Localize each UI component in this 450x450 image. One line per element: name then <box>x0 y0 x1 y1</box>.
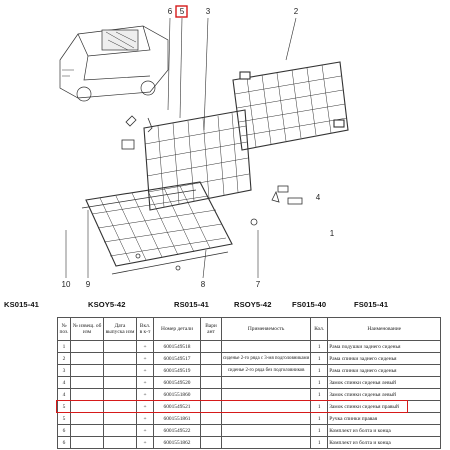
table-header-row <box>58 318 441 341</box>
model-code: RS015-41 <box>174 300 209 309</box>
cell-part: 6001549522 <box>154 425 201 437</box>
cell-name: Замок спинки сиденья правый <box>328 401 441 413</box>
cell-app <box>222 437 311 449</box>
cell-qty: 1 <box>311 401 328 413</box>
header-change: № извещ. об изм <box>71 318 104 341</box>
cell-num: 4 <box>58 377 71 389</box>
cell-app <box>222 401 311 413</box>
cell-qty: 1 <box>311 425 328 437</box>
parts-table <box>57 317 441 449</box>
cell-chg <box>71 413 104 425</box>
cell-num: 6 <box>58 425 71 437</box>
header-num: № поз. <box>58 318 71 341</box>
cell-app <box>222 341 311 353</box>
cell-qty: 1 <box>311 341 328 353</box>
exploded-seat-diagram <box>18 0 428 290</box>
table-row[interactable] <box>58 377 441 389</box>
cell-name: Комплект из болта и конца <box>328 437 441 449</box>
table-row[interactable] <box>58 353 441 365</box>
cell-qty: 1 <box>311 437 328 449</box>
cell-chg <box>71 353 104 365</box>
cell-qty: 1 <box>311 365 328 377</box>
model-code: FS015-40 <box>292 300 327 309</box>
callout-5: 5 <box>179 7 185 16</box>
cell-part: 6001549520 <box>154 377 201 389</box>
cell-incl: + <box>137 425 154 437</box>
cell-name: Замок спинки сиденья левый <box>328 389 441 401</box>
callout-9: 9 <box>85 280 91 289</box>
cell-part: 6001551861 <box>154 413 201 425</box>
model-code: RSOY5-42 <box>234 300 272 309</box>
model-codes-row <box>0 300 450 312</box>
cell-part: 6001549519 <box>154 365 201 377</box>
callout-2: 2 <box>293 7 299 16</box>
table-row[interactable] <box>58 341 441 353</box>
cell-var <box>201 413 222 425</box>
cell-date <box>104 365 137 377</box>
cell-date <box>104 341 137 353</box>
cell-incl: + <box>137 365 154 377</box>
cell-part: 6001549518 <box>154 341 201 353</box>
cell-part: 6001549521 <box>154 401 201 413</box>
cell-part: 6001551862 <box>154 437 201 449</box>
model-code: FS015-41 <box>354 300 389 309</box>
cell-qty: 1 <box>311 413 328 425</box>
model-code: KSOY5-42 <box>88 300 126 309</box>
cell-chg <box>71 365 104 377</box>
cell-chg <box>71 401 104 413</box>
cell-date <box>104 389 137 401</box>
callout-10: 10 <box>61 280 71 289</box>
cell-incl: + <box>137 377 154 389</box>
cell-chg <box>71 389 104 401</box>
cell-name: Рама спинки заднего сиденья <box>328 353 441 365</box>
cell-num: 5 <box>58 413 71 425</box>
cell-date <box>104 353 137 365</box>
cell-qty: 1 <box>311 353 328 365</box>
cell-qty: 1 <box>311 377 328 389</box>
parts-table-body <box>58 341 441 449</box>
seat-cushion-frame-1 <box>82 182 232 274</box>
table-row[interactable] <box>58 401 441 413</box>
header-part: Номер детали <box>154 318 201 341</box>
header-qty: Кол. <box>311 318 328 341</box>
callout-4: 4 <box>315 193 321 202</box>
cell-num: 6 <box>58 437 71 449</box>
cell-incl: + <box>137 437 154 449</box>
cell-var <box>201 377 222 389</box>
cell-var <box>201 365 222 377</box>
cell-incl: + <box>137 401 154 413</box>
table-row[interactable] <box>58 437 441 449</box>
table-row[interactable] <box>58 425 441 437</box>
cell-date <box>104 377 137 389</box>
cell-name: Ручка спинки правая <box>328 413 441 425</box>
cell-num: 5 <box>58 401 71 413</box>
cell-app <box>222 389 311 401</box>
table-row[interactable] <box>58 413 441 425</box>
car-thumbnail <box>60 26 168 101</box>
callout-3: 3 <box>205 7 211 16</box>
header-variant: Вари ант <box>201 318 222 341</box>
cell-app <box>222 377 311 389</box>
callout-8: 8 <box>200 280 206 289</box>
cell-date <box>104 425 137 437</box>
header-date: Дата выпуска изм <box>104 318 137 341</box>
header-incl: Вкл. в к-т <box>137 318 154 341</box>
seat-frame-illustration <box>18 0 428 290</box>
model-code: KS015-41 <box>4 300 39 309</box>
cell-app <box>222 425 311 437</box>
header-name: Наименование <box>328 318 441 341</box>
cell-date <box>104 437 137 449</box>
callout-7: 7 <box>255 280 261 289</box>
cell-chg <box>71 437 104 449</box>
cell-app: сиденье 2-го ряда без подголовников <box>222 365 311 377</box>
cell-chg <box>71 425 104 437</box>
cell-num: 4 <box>58 389 71 401</box>
cell-incl: + <box>137 413 154 425</box>
cell-part: 6001549517 <box>154 353 201 365</box>
cell-var <box>201 341 222 353</box>
cell-qty: 1 <box>311 389 328 401</box>
cell-app <box>222 413 311 425</box>
cell-name: Замок спинки сиденья левый <box>328 377 441 389</box>
callout-1: 1 <box>329 229 335 238</box>
cell-var <box>201 425 222 437</box>
cell-var <box>201 401 222 413</box>
cell-incl: + <box>137 389 154 401</box>
seat-back-frame-3 <box>144 110 251 210</box>
cell-date <box>104 401 137 413</box>
cell-incl: + <box>137 353 154 365</box>
header-applicability: Применяемость <box>222 318 311 341</box>
cell-chg <box>71 377 104 389</box>
cell-var <box>201 353 222 365</box>
cell-app: сиденье 2-го ряда с 3-мя подголовниками <box>222 353 311 365</box>
cell-name: Рама спинки заднего сиденья <box>328 365 441 377</box>
cell-chg <box>71 341 104 353</box>
cell-num: 2 <box>58 353 71 365</box>
callout-6: 6 <box>167 7 173 16</box>
table-row[interactable] <box>58 389 441 401</box>
cell-name: Комплект из болта и конца <box>328 425 441 437</box>
cell-num: 1 <box>58 341 71 353</box>
cell-name: Рама подушки заднего сиденья <box>328 341 441 353</box>
leader-lines <box>66 18 296 278</box>
cell-var <box>201 437 222 449</box>
cell-date <box>104 413 137 425</box>
cell-num: 3 <box>58 365 71 377</box>
table-row[interactable] <box>58 365 441 377</box>
cell-incl: + <box>137 341 154 353</box>
cell-var <box>201 389 222 401</box>
cell-part: 6001551860 <box>154 389 201 401</box>
seat-back-frame-2 <box>233 62 348 150</box>
